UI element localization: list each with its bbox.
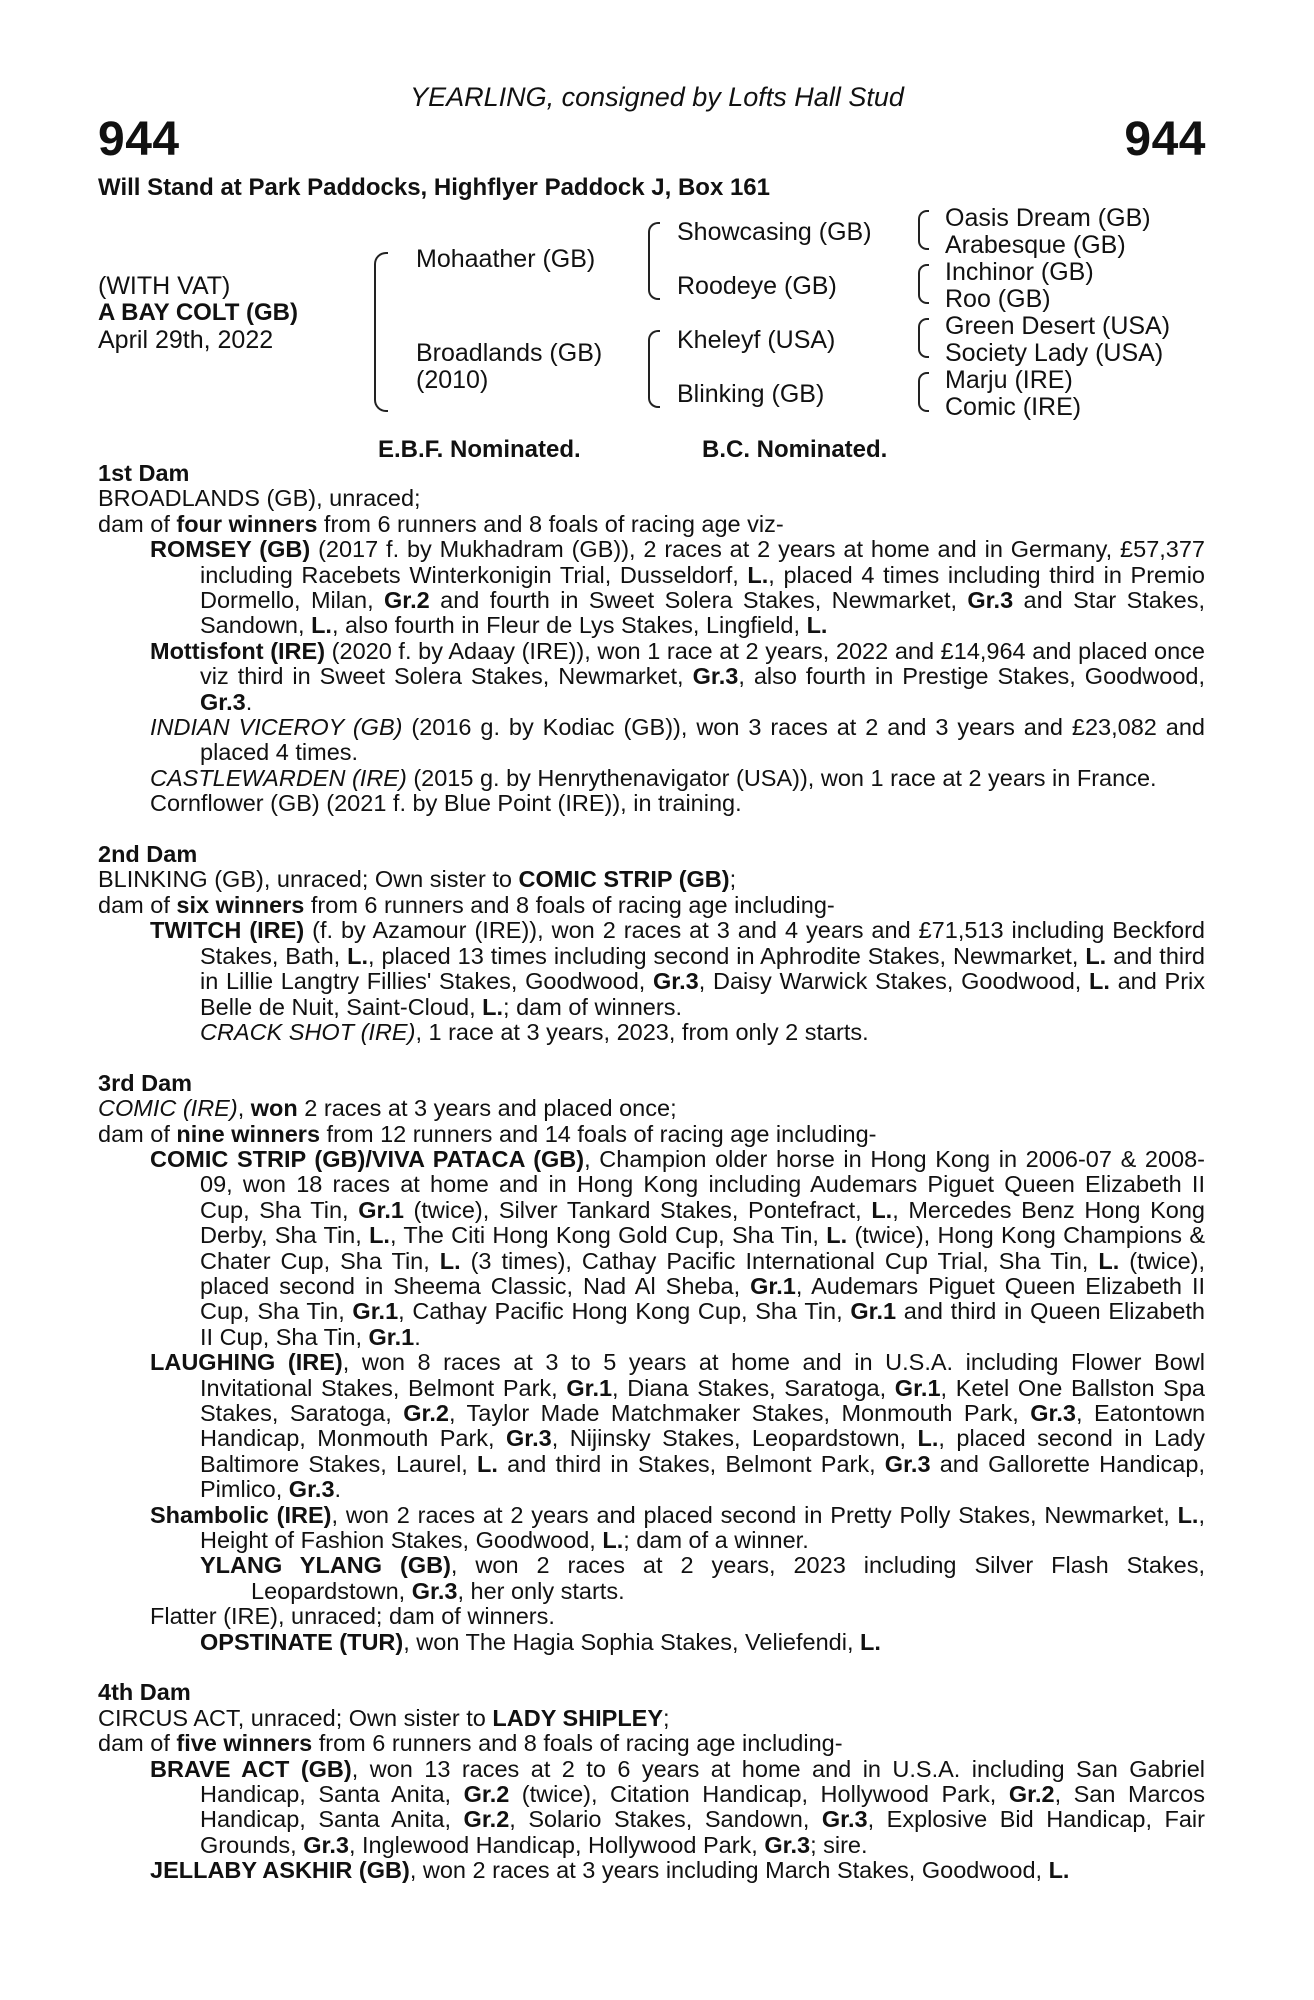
produce-entry: TWITCH (IRE) (f. by Azamour (IRE)), won 2 races at 3 and 4 years and £71,513 including Beckford Stakes, Bath, L., placed 13 times including second in Aphrodite Stakes, Newmarket, L. and third in Lillie Langtry Fillies' Stakes, Goodwood, Gr.3, Daisy Warwick Stakes, Goodwood, L. and Prix Belle de Nuit, Saint-Cloud, L.; dam of winners. bbox=[150, 917, 1205, 1020]
sire-dam-name: Roodeye (GB) bbox=[677, 272, 837, 300]
produce-entry: BLINKING (GB), unraced; Own sister to COMIC STRIP (GB); bbox=[98, 866, 737, 893]
produce-entry: dam of nine winners from 12 runners and 14 foals of racing age including- bbox=[98, 1120, 877, 1147]
produce-entry: Flatter (IRE), unraced; dam of winners. bbox=[150, 1603, 555, 1630]
produce-entry: COMIC STRIP (GB)/VIVA PATACA (GB), Champion older horse in Hong Kong in 2006-07 & 2008-09, won 18 races at home and in Hong Kong including Audemars Piguet Queen Elizabeth II Cup, Sha Tin, Gr.1 (twice), Silver Tankard Stakes, Pontefract, L., Mercedes Benz Hong Kong Derby, Sha Tin, L., The Citi Hong Kong Gold Cup, Sha Tin, L. (twice), Hong Kong Champions & Chater Cup, Sha Tin, L. (3 times), Cathay Pacific International Cup Trial, Sha Tin, L. (twice), placed second in Sheema Classic, Nad Al Sheba, Gr.1, Audemars Piguet Queen Elizabeth II Cup, Sha Tin, Gr.1, Cathay Pacific Hong Kong Cup, Sha Tin, Gr.1 and third in Queen Elizabeth II Cup, Sha Tin, Gr.1. bbox=[150, 1145, 1206, 1350]
section-heading: 3rd Dam bbox=[98, 1069, 193, 1096]
produce-entry: INDIAN VICEROY (GB) (2016 g. by Kodiac (GB)), won 3 races at 2 and 3 years and £23,082 and placed 4 times. bbox=[150, 714, 1205, 766]
produce-entry: YLANG YLANG (GB), won 2 races at 2 years, 2023 including Silver Flash Stakes, Leopardstown, Gr.3, her only starts. bbox=[200, 1552, 1205, 1604]
produce-entry: LAUGHING (IRE), won 8 races at 3 to 5 years at home and in U.S.A. including Flower Bowl Invitational Stakes, Belmont Park, Gr.1, Diana Stakes, Saratoga, Gr.1, Ketel One Ballston Spa Stakes, Saratoga, Gr.2, Taylor Made Matchmaker Stakes, Monmouth Park, Gr.3, Eatontown Handicap, Monmouth Park, Gr.3, Nijinsky Stakes, Leopardstown, L., placed second in Lady Baltimore Stakes, Laurel, L. and third in Stakes, Belmont Park, Gr.3 and Gallorette Handicap, Pimlico, Gr.3. bbox=[150, 1349, 1206, 1503]
vat-note: (WITH VAT) bbox=[98, 272, 231, 300]
pedigree-brace-gen3-4 bbox=[918, 372, 929, 412]
section-heading: 1st Dam bbox=[98, 460, 190, 486]
produce-entry: JELLABY ASKHIR (GB), won 2 races at 3 years including March Stakes, Goodwood, L. bbox=[150, 1857, 1070, 1884]
produce-entry: CASTLEWARDEN (IRE) (2015 g. by Henrythenavigator (USA)), won 1 race at 2 years in France. bbox=[150, 764, 1157, 791]
ebf-nomination: E.B.F. Nominated. bbox=[378, 436, 581, 463]
consignment-header: YEARLING, consigned by Lofts Hall Stud bbox=[410, 82, 904, 112]
gen3-ancestor: Society Lady (USA) bbox=[945, 339, 1164, 367]
section-heading: 4th Dam bbox=[98, 1679, 191, 1706]
section-heading: 2nd Dam bbox=[98, 841, 198, 868]
produce-entry: ROMSEY (GB) (2017 f. by Mukhadram (GB)), 2 races at 2 years at home and in Germany, £57,377 including Racebets Winterkonigin Trial, Dusseldorf, L., placed 4 times including third in Premio Dormello, Milan, Gr.2 and fourth in Sweet Solera Stakes, Newmarket, Gr.3 and Star Stakes, Sandown, L., also fourth in Fleur de Lys Stakes, Lingfield, L. bbox=[150, 536, 1206, 639]
gen3-ancestor: Marju (IRE) bbox=[945, 366, 1073, 394]
dam-dam-name: Blinking (GB) bbox=[677, 380, 825, 408]
dam-name: Broadlands (GB) bbox=[416, 339, 603, 367]
pedigree-brace-gen1 bbox=[374, 252, 388, 412]
section-gap bbox=[98, 1655, 1205, 1680]
stand-location: Will Stand at Park Paddocks, Highflyer Paddock J, Box 161 bbox=[98, 174, 770, 201]
bc-nomination: B.C. Nominated. bbox=[702, 436, 888, 463]
produce-entry: BROADLANDS (GB), unraced; bbox=[98, 485, 421, 512]
gen3-ancestor: Roo (GB) bbox=[945, 285, 1051, 313]
produce-entry: Cornflower (GB) (2021 f. by Blue Point (IRE)), in training. bbox=[150, 790, 742, 817]
gen3-ancestor: Oasis Dream (GB) bbox=[945, 204, 1151, 232]
produce-entry: dam of four winners from 6 runners and 8 foals of racing age viz- bbox=[98, 510, 784, 537]
lot-number-right: 944 bbox=[1124, 113, 1206, 166]
dam-sire-name: Kheleyf (USA) bbox=[677, 326, 836, 354]
sire-sire-name: Showcasing (GB) bbox=[677, 218, 872, 246]
pedigree-brace-sire bbox=[648, 222, 660, 300]
pedigree-brace-gen3-3 bbox=[918, 318, 929, 358]
produce-entry: CRACK SHOT (IRE), 1 race at 3 years, 2023, from only 2 starts. bbox=[200, 1018, 869, 1045]
section-gap bbox=[98, 1045, 1205, 1070]
section-gap bbox=[98, 817, 1205, 842]
produce-entry: COMIC (IRE), won 2 races at 3 years and placed once; bbox=[98, 1095, 677, 1122]
pedigree-brace-gen3-1 bbox=[918, 210, 929, 250]
lot-number-left: 944 bbox=[98, 113, 180, 166]
gen3-ancestor: Inchinor (GB) bbox=[945, 258, 1094, 286]
produce-entry: Mottisfont (IRE) (2020 f. by Adaay (IRE)), won 1 race at 2 years, 2022 and £14,964 and placed once viz third in Sweet Solera Stakes, Newmarket, Gr.3, also fourth in Prestige Stakes, Goodwood, Gr.3. bbox=[150, 637, 1205, 715]
sire-name: Mohaather (GB) bbox=[416, 245, 596, 273]
produce-entry: CIRCUS ACT, unraced; Own sister to LADY SHIPLEY; bbox=[98, 1704, 670, 1731]
produce-entry: dam of six winners from 6 runners and 8 foals of racing age including- bbox=[98, 891, 835, 918]
pedigree-brace-gen3-2 bbox=[918, 264, 929, 304]
produce-record bbox=[98, 461, 1205, 1884]
pedigree-brace-dam bbox=[648, 330, 660, 408]
dam-year: (2010) bbox=[416, 366, 489, 394]
foaling-date: April 29th, 2022 bbox=[98, 326, 274, 354]
produce-entry: BRAVE ACT (GB), won 13 races at 2 to 6 years at home and in U.S.A. including San Gabriel Handicap, Santa Anita, Gr.2 (twice), Citation Handicap, Hollywood Park, Gr.2, San Marcos Handicap, Santa Anita, Gr.2, Solario Stakes, Sandown, Gr.3, Explosive Bid Handicap, Fair Grounds, Gr.3, Inglewood Handicap, Hollywood Park, Gr.3; sire. bbox=[150, 1755, 1205, 1858]
produce-entry: Shambolic (IRE), won 2 races at 2 years and placed second in Pretty Polly Stakes, Newmarket, L., Height of Fashion Stakes, Goodwood, L.; dam of a winner. bbox=[150, 1501, 1205, 1554]
horse-name: A BAY COLT (GB) bbox=[98, 299, 299, 326]
gen3-ancestor: Arabesque (GB) bbox=[945, 231, 1126, 259]
produce-entry: dam of five winners from 6 runners and 8 foals of racing age including- bbox=[98, 1730, 843, 1757]
gen3-ancestor: Green Desert (USA) bbox=[945, 312, 1171, 340]
gen3-ancestor: Comic (IRE) bbox=[945, 393, 1082, 421]
produce-entry: OPSTINATE (TUR), won The Hagia Sophia Stakes, Veliefendi, L. bbox=[200, 1628, 881, 1655]
